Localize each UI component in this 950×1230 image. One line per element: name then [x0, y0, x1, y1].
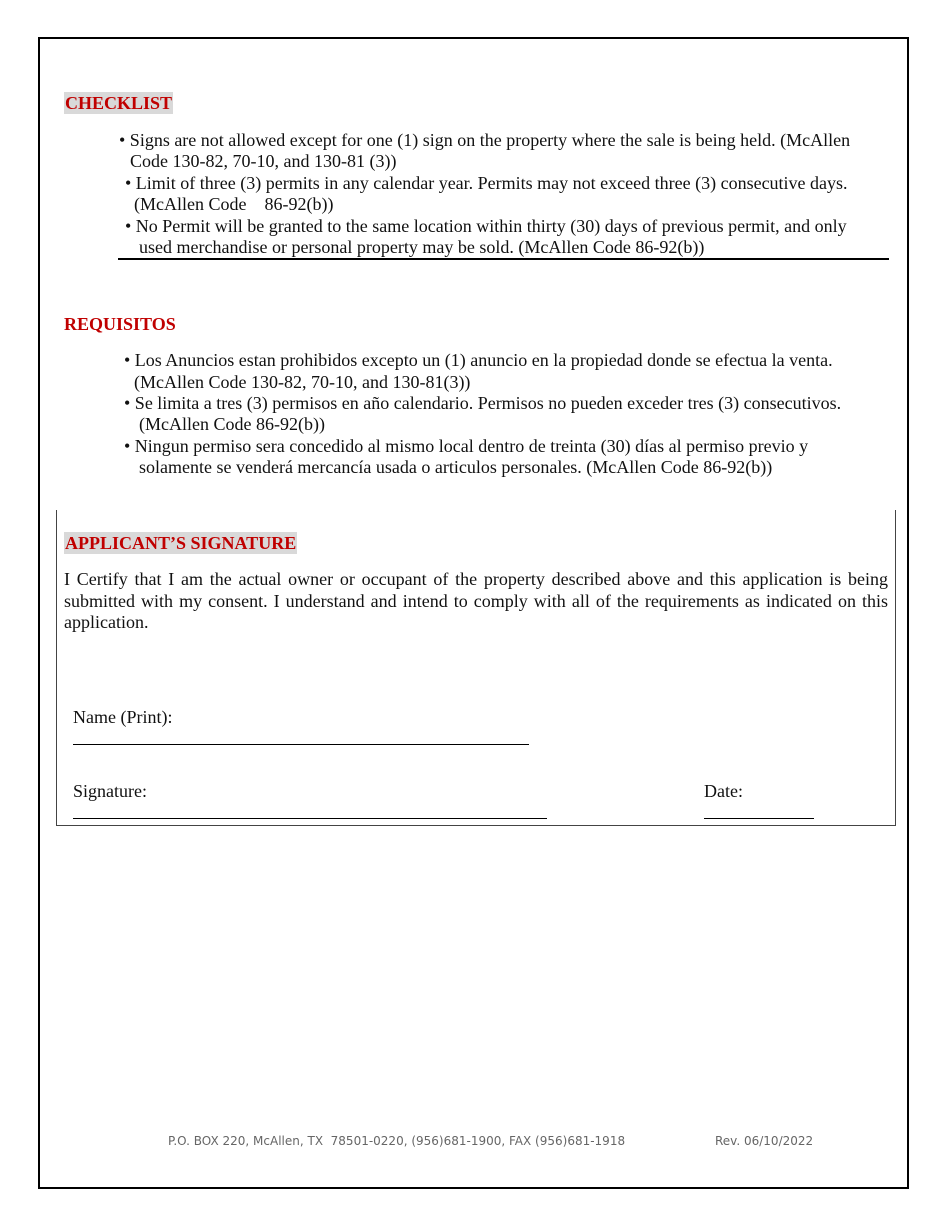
checklist-item-2-line-2: (McAllen Code 86-92(b))	[134, 194, 334, 214]
checklist-item-3-line-2: used merchandise or personal property may be sold. (McAllen Code 86-92(b))	[139, 237, 705, 257]
requisitos-item-1-line-2: (McAllen Code 130-82, 70-10, and 130-81(3))	[134, 372, 471, 392]
signature-label: Signature:	[73, 781, 147, 801]
checklist-item-2-line-1: • Limit of three (3) permits in any calendar year. Permits may not exceed three (3) consecutive days.	[125, 173, 848, 193]
requisitos-item-2-line-1: • Se limita a tres (3) permisos en año calendario. Permisos no pueden exceder tres (3) consecutivos.	[124, 393, 842, 413]
date-blank[interactable]	[704, 802, 814, 819]
checklist-divider	[118, 258, 889, 260]
checklist-item-1-line-1: • Signs are not allowed except for one (1) sign on the property where the sale is being held. (McAllen	[119, 130, 851, 150]
name-print-label: Name (Print):	[73, 707, 173, 727]
checklist-item-1-line-2: Code 130-82, 70-10, and 130-81 (3))	[130, 151, 397, 171]
date-field[interactable]	[695, 758, 814, 824]
name-print-field[interactable]	[64, 684, 529, 750]
name-print-blank[interactable]	[73, 728, 529, 745]
signature-heading: APPLICANT’S SIGNATURE	[65, 533, 297, 553]
requisitos-item-1-line-1: • Los Anuncios estan prohibidos excepto un (1) anuncio en la propiedad donde se efectua la venta.	[124, 350, 833, 370]
footer-address: P.O. BOX 220, McAllen, TX 78501-0220, (956)681-1900, FAX (956)681-1918	[168, 1134, 626, 1148]
requisitos-item-2-line-2: (McAllen Code 86-92(b))	[139, 414, 325, 434]
requisitos-item-3-line-2: solamente se venderá mercancía usada o articulos personales. (McAllen Code 86-92(b))	[139, 457, 773, 477]
requisitos-item-3-line-1: • Ningun permiso sera concedido al mismo local dentro de treinta (30) días al permiso previo y	[124, 436, 809, 456]
footer-revision: Rev. 06/10/2022	[715, 1134, 814, 1148]
date-label: Date:	[704, 781, 743, 801]
signature-field[interactable]	[64, 758, 547, 824]
requisitos-heading: REQUISITOS	[64, 314, 176, 334]
checklist-heading: CHECKLIST	[65, 93, 173, 113]
signature-blank[interactable]	[73, 802, 547, 819]
certification-text: I Certify that I am the actual owner or occupant of the property described above and this application is being submitted with my consent. I understand and intend to comply with all of the requirements as indicated on this application.	[64, 569, 888, 632]
checklist-item-3-line-1: • No Permit will be granted to the same location within thirty (30) days of previous permit, and only	[125, 216, 847, 236]
